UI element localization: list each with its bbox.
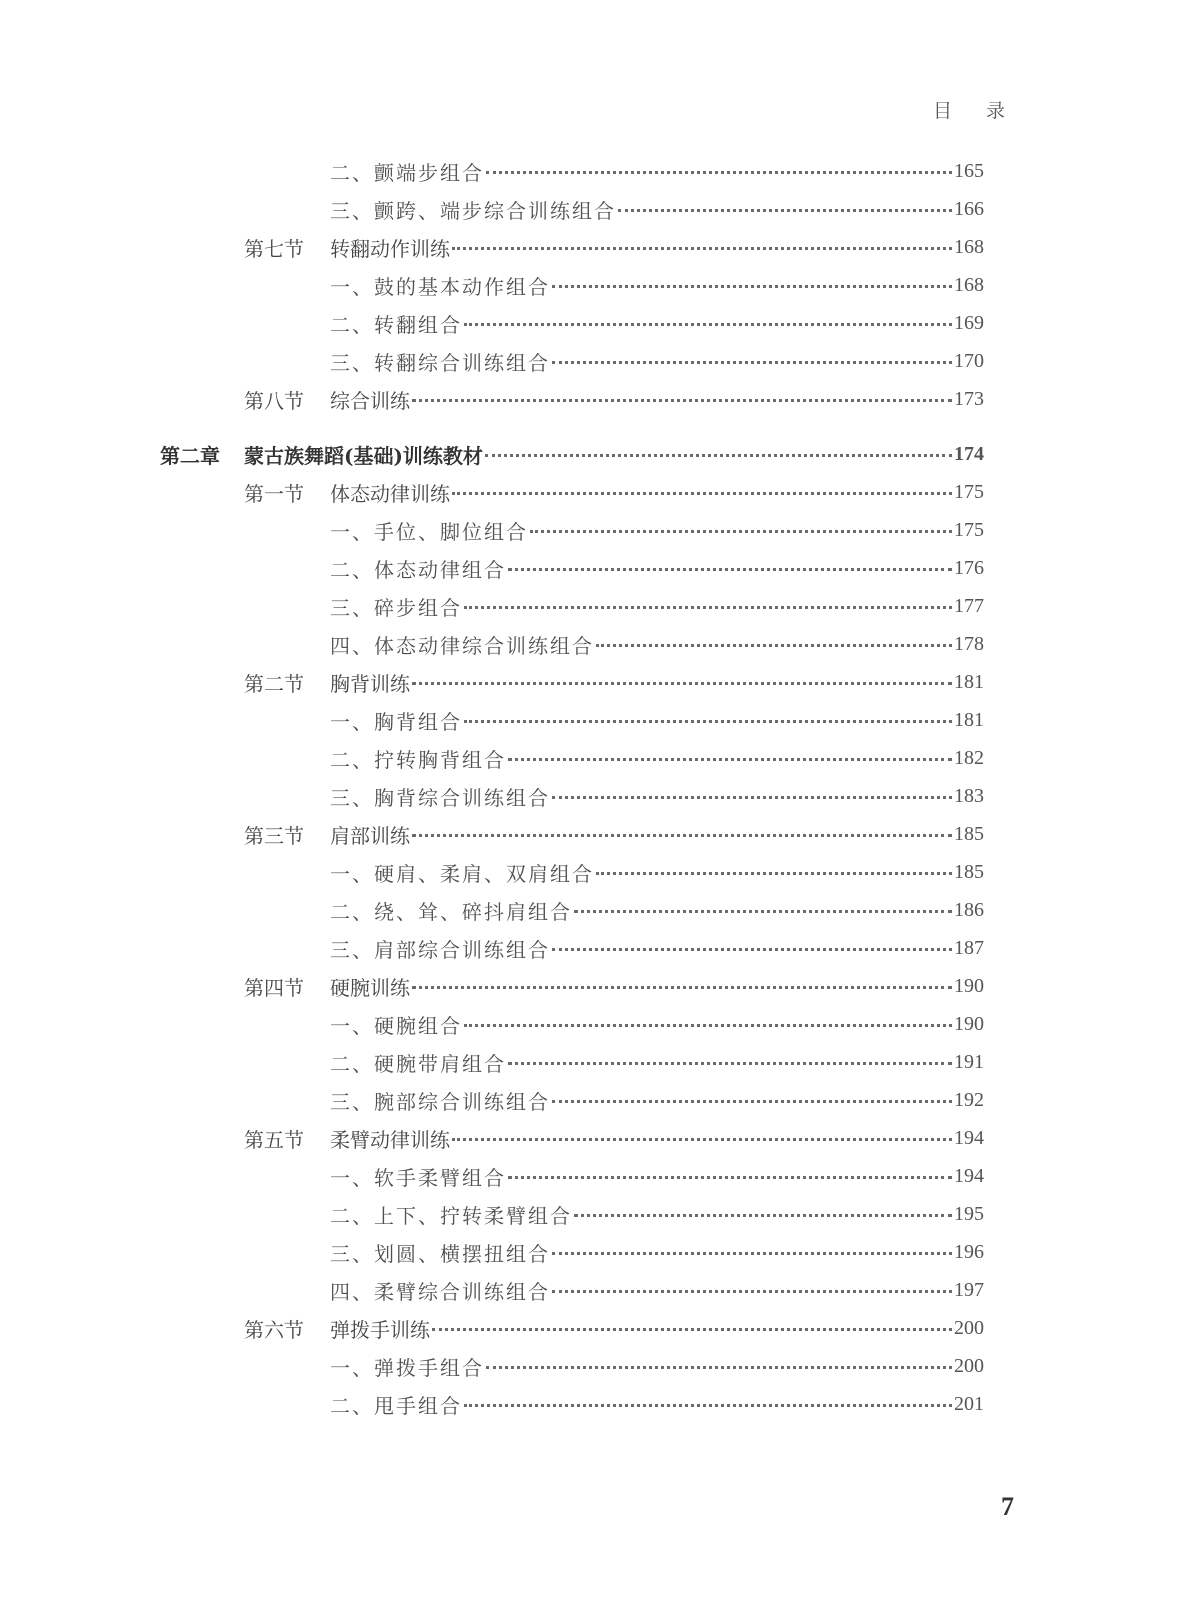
toc-entry-item[interactable] [330, 1234, 984, 1270]
leader-dots [464, 1024, 952, 1027]
entry-page-number: 194 [954, 1126, 984, 1149]
entry-page-number: 185 [954, 860, 984, 883]
toc-entry-section[interactable] [244, 1310, 984, 1346]
leader-dots [486, 171, 952, 174]
toc-entry-item[interactable] [330, 1386, 984, 1422]
leader-dots [412, 834, 952, 837]
entry-page-number: 201 [954, 1392, 984, 1415]
leader-dots [596, 644, 952, 647]
entry-page-number: 178 [954, 632, 984, 655]
section-number: 第五节 [244, 1127, 304, 1152]
item-title: 二、甩手组合 [330, 1393, 462, 1418]
section-title: 转翻动作训练 [330, 236, 450, 261]
toc-entry-item[interactable] [330, 702, 984, 738]
item-title: 四、体态动律综合训练组合 [330, 633, 594, 658]
leader-dots [412, 682, 952, 685]
entry-page-number: 170 [954, 349, 984, 372]
leader-dots [412, 986, 952, 989]
entry-page-number: 187 [954, 936, 984, 959]
item-title: 三、碎步组合 [330, 595, 462, 620]
toc-entry-item[interactable] [330, 778, 984, 814]
section-title: 体态动律训练 [330, 481, 450, 506]
item-title: 二、绕、耸、碎抖肩组合 [330, 899, 572, 924]
entry-page-number: 175 [954, 518, 984, 541]
leader-dots [530, 530, 952, 533]
item-title: 二、体态动律组合 [330, 557, 506, 582]
leader-dots [552, 796, 952, 799]
leader-dots [508, 568, 952, 571]
chapter-number: 第二章 [160, 443, 220, 468]
toc-entry-item[interactable] [330, 550, 984, 586]
toc-entry-section[interactable] [244, 1120, 984, 1156]
section-title: 柔臂动律训练 [330, 1127, 450, 1152]
section-title: 硬腕训练 [330, 975, 410, 1000]
toc-entry-item[interactable] [330, 1158, 984, 1194]
leader-dots [452, 1138, 952, 1141]
section-title: 肩部训练 [330, 823, 410, 848]
item-title: 四、柔臂综合训练组合 [330, 1279, 550, 1304]
page-number: 7 [1001, 1492, 1014, 1521]
item-title: 三、颤跨、端步综合训练组合 [330, 198, 616, 223]
toc-entry-item[interactable] [330, 1196, 984, 1232]
leader-dots [464, 720, 952, 723]
item-title: 三、肩部综合训练组合 [330, 937, 550, 962]
toc-entry-item[interactable] [330, 740, 984, 776]
toc-entry-item[interactable] [330, 1348, 984, 1384]
leader-dots [596, 872, 952, 875]
leader-dots [464, 323, 952, 326]
entry-page-number: 200 [954, 1316, 984, 1339]
entry-page-number: 182 [954, 746, 984, 769]
leader-dots [552, 1290, 952, 1293]
entry-page-number: 177 [954, 594, 984, 617]
entry-page-number: 166 [954, 197, 984, 220]
toc-entry-item[interactable] [330, 1006, 984, 1042]
item-title: 一、手位、脚位组合 [330, 519, 528, 544]
entry-page-number: 185 [954, 822, 984, 845]
toc-entry-item[interactable] [330, 267, 984, 303]
leader-dots [508, 1062, 952, 1065]
item-title: 二、转翻组合 [330, 312, 462, 337]
entry-page-number: 191 [954, 1050, 984, 1073]
toc-entry-section[interactable] [244, 968, 984, 1004]
item-title: 一、鼓的基本动作组合 [330, 274, 550, 299]
leader-dots [552, 1252, 952, 1255]
entry-page-number: 175 [954, 480, 984, 503]
toc-entry-chapter[interactable] [160, 436, 984, 472]
item-title: 一、硬肩、柔肩、双肩组合 [330, 861, 594, 886]
entry-page-number: 176 [954, 556, 984, 579]
section-number: 第一节 [244, 481, 304, 506]
item-title: 一、胸背组合 [330, 709, 462, 734]
leader-dots [464, 606, 952, 609]
leader-dots [508, 758, 952, 761]
leader-dots [618, 209, 952, 212]
item-title: 三、胸背综合训练组合 [330, 785, 550, 810]
item-title: 二、上下、拧转柔臂组合 [330, 1203, 572, 1228]
item-title: 二、拧转胸背组合 [330, 747, 506, 772]
item-title: 二、硬腕带肩组合 [330, 1051, 506, 1076]
entry-page-number: 165 [954, 159, 984, 182]
entry-page-number: 181 [954, 670, 984, 693]
entry-page-number: 169 [954, 311, 984, 334]
section-title: 胸背训练 [330, 671, 410, 696]
leader-dots [552, 948, 952, 951]
entry-page-number: 200 [954, 1354, 984, 1377]
leader-dots [552, 285, 952, 288]
toc-entry-item[interactable] [330, 191, 984, 227]
item-title: 三、腕部综合训练组合 [330, 1089, 550, 1114]
toc-entry-section[interactable] [244, 664, 984, 700]
toc-entry-item[interactable] [330, 892, 984, 928]
toc-entry-item[interactable] [330, 588, 984, 624]
section-number: 第三节 [244, 823, 304, 848]
entry-page-number: 183 [954, 784, 984, 807]
item-title: 一、软手柔臂组合 [330, 1165, 506, 1190]
toc-entry-item[interactable] [330, 305, 984, 341]
leader-dots [552, 361, 952, 364]
entry-page-number: 194 [954, 1164, 984, 1187]
section-number: 第二节 [244, 671, 304, 696]
toc-entry-item[interactable] [330, 626, 984, 662]
entry-page-number: 168 [954, 235, 984, 258]
entry-page-number: 195 [954, 1202, 984, 1225]
leader-dots [432, 1328, 952, 1331]
leader-dots [452, 247, 952, 250]
toc-entry-item[interactable] [330, 153, 984, 189]
item-title: 一、硬腕组合 [330, 1013, 462, 1038]
section-number: 第六节 [244, 1317, 304, 1342]
entry-page-number: 181 [954, 708, 984, 731]
leader-dots [485, 454, 952, 457]
toc-entry-item[interactable] [330, 1044, 984, 1080]
leader-dots [412, 399, 952, 402]
entry-page-number: 190 [954, 1012, 984, 1035]
leader-dots [574, 910, 952, 913]
running-header: 目 录 [932, 100, 1019, 122]
leader-dots [452, 492, 952, 495]
item-title: 三、划圆、横摆扭组合 [330, 1241, 550, 1266]
toc-entry-item[interactable] [330, 343, 984, 379]
toc-entry-section[interactable] [244, 229, 984, 265]
toc-entry-section[interactable] [244, 474, 984, 510]
entry-page-number: 196 [954, 1240, 984, 1263]
entry-page-number: 168 [954, 273, 984, 296]
toc-entry-item[interactable] [330, 930, 984, 966]
item-title: 三、转翻综合训练组合 [330, 350, 550, 375]
section-number: 第八节 [244, 388, 304, 413]
toc-entry-item[interactable] [330, 1272, 984, 1308]
leader-dots [574, 1214, 952, 1217]
entry-page-number: 192 [954, 1088, 984, 1111]
leader-dots [552, 1100, 952, 1103]
item-title: 二、颤端步组合 [330, 160, 484, 185]
toc-entry-item[interactable] [330, 512, 984, 548]
entry-page-number: 190 [954, 974, 984, 997]
entry-page-number: 197 [954, 1278, 984, 1301]
toc-entry-item[interactable] [330, 854, 984, 890]
entry-page-number: 173 [954, 387, 984, 410]
leader-dots [508, 1176, 952, 1179]
toc-entry-item[interactable] [330, 1082, 984, 1118]
leader-dots [464, 1404, 952, 1407]
toc-entry-section[interactable] [244, 381, 984, 417]
section-number: 第四节 [244, 975, 304, 1000]
section-number: 第七节 [244, 236, 304, 261]
section-title: 综合训练 [330, 388, 410, 413]
entry-page-number: 186 [954, 898, 984, 921]
toc-entry-section[interactable] [244, 816, 984, 852]
entry-page-number: 174 [954, 442, 984, 465]
chapter-title: 蒙古族舞蹈(基础)训练教材 [244, 443, 483, 468]
section-title: 弹拨手训练 [330, 1317, 430, 1342]
item-title: 一、弹拨手组合 [330, 1355, 484, 1380]
leader-dots [486, 1366, 952, 1369]
